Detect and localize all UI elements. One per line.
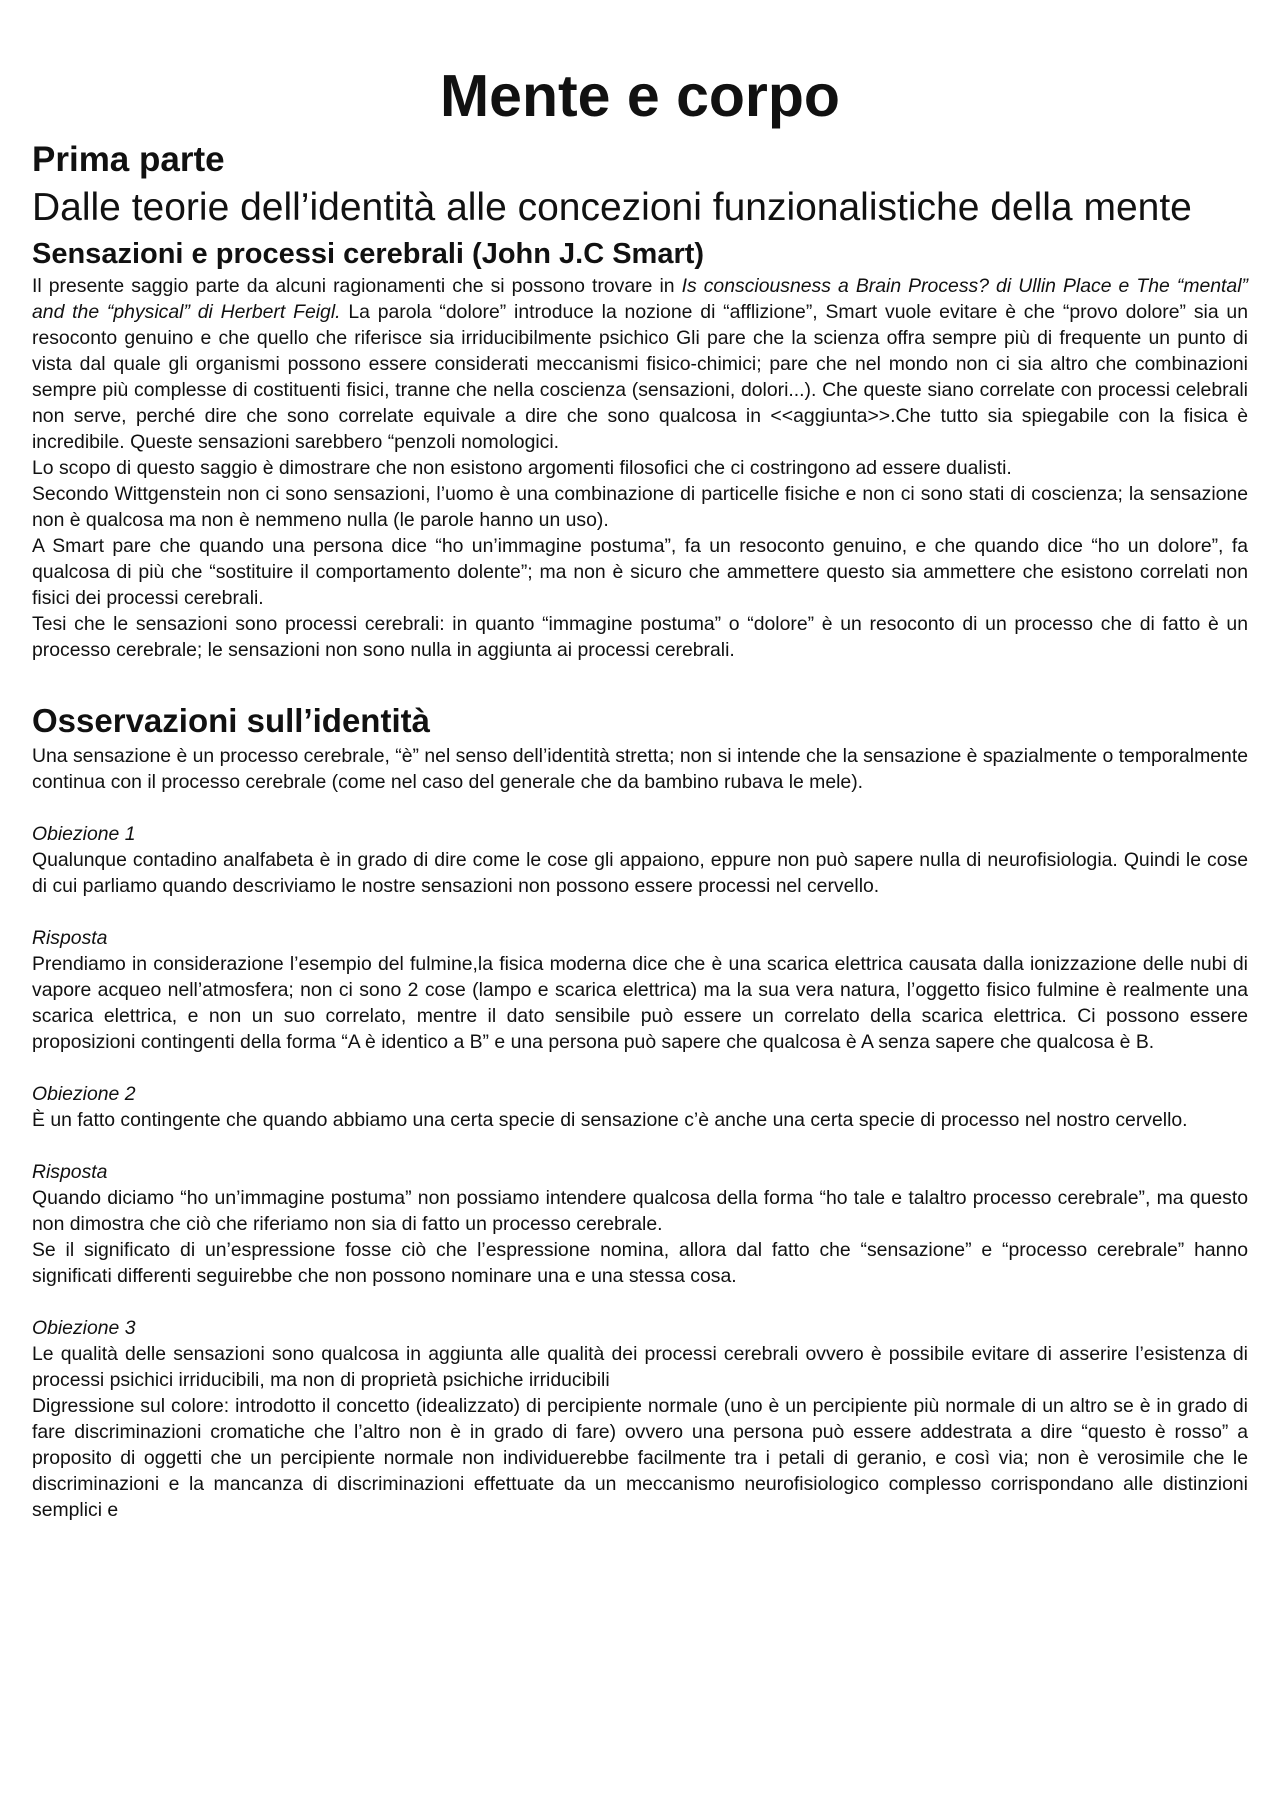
response-2-text-1: Quando diciamo “ho un’immagine postuma” non possiamo intendere qualcosa della forma “ho tale e talaltro processo cerebrale”, ma questo non dimostra che ciò che riferiamo non sia di fatto un processo cerebrale. (32, 1186, 1248, 1235)
section-heading-identity: Osservazioni sull’identità (32, 702, 430, 740)
paragraph-intro (32, 273, 1248, 455)
paragraph-scope: Lo scopo di questo saggio è dimostrare che non esistono argomenti filosofici che ci costringono ad essere dualisti. (32, 457, 1012, 480)
objection-3-text-2: Digressione sul colore: introdotto il concetto (idealizzato) di percipiente normale (uno è un percipiente più normale di un altro se è in grado di fare discriminazioni cromatiche che l’altro non è in grado di fare) ovvero una persona può essere addestrata a dire “questo è rosso” a proposito di oggetti che un percipiente normale non individuerebbe facilmente tra i petali di geranio, e così via; non è verosimile che le discriminazioni e la mancanza di discriminazioni effettuate da un meccanismo neurofisiologico complesso corrispondano alle distinzioni semplici e (32, 1394, 1248, 1521)
objection-3-label: Obiezione 3 (32, 1316, 136, 1339)
objection-2-text: È un fatto contingente che quando abbiamo una certa specie di sensazione c’è anche una certa specie di processo nel nostro cervello. (32, 1108, 1188, 1131)
objection-1-text: Qualunque contadino analfabeta è in grado di dire come le cose gli appaiono, eppure non può sapere nulla di neurofisiologia. Quindi le cose di cui parliamo quando descriviamo le nostre sensazioni non possono essere processi nel cervello. (32, 848, 1248, 897)
paragraph-identity-intro: Una sensazione è un processo cerebrale, “è” nel senso dell’identità stretta; non si intende che la sensazione è spazialmente o temporalmente continua con il processo cerebrale (come nel caso del generale che da bambino rubava le mele). (32, 744, 1248, 793)
response-2-label: Risposta (32, 1160, 108, 1183)
paragraph-intro-body: La parola “dolore” introduce la nozione di “afflizione”, Smart vuole evitare è che “provo dolore” sia un resoconto genuino e che quello che riferisce sia irriducibilmente psichico Gli pare che la scienza offra sempre più di frequente un punto di vista dal quale gli organismi possono essere considerati meccanismi fisico-chimici; pare che nel mondo non ci sia altro che combinazioni sempre più complesse di costituenti fisici, tranne che nella coscienza (sensazioni, dolori...). Che queste siano correlate con processi celebrali non serve, perché dire che sono correlate equivale a dire che sono qualcosa in <<aggiunta>>.Che tutto sia spiegabile con la fisica è incredibile. Queste sensazioni sarebbero “penzoli nomologici. (32, 301, 1248, 454)
objection-3-text-1: Le qualità delle sensazioni sono qualcosa in aggiunta alle qualità dei processi cerebrali ovvero è possibile evitare di asserire l’esistenza di processi psichici irriducibili, ma non di proprietà psichiche irriducibili (32, 1342, 1248, 1391)
paragraph-smart-view: A Smart pare che quando una persona dice “ho un’immagine postuma”, fa un resoconto genuino, e che quando dice “ho un dolore”, fa qualcosa di più che “sostituire il comportamento dolente”; ma non è sicuro che ammettere questo sia ammettere che esistono correlati non fisici dei processi cerebrali. (32, 535, 1248, 610)
paragraph-thesis: Tesi che le sensazioni sono processi cerebrali: in quanto “immagine postuma” o “dolore” è un resoconto di un processo che di fatto è un processo cerebrale; le sensazioni non sono nulla in aggiunta ai processi cerebrali. (32, 613, 1248, 662)
paragraph-intro-citation: Is consciousness a Brain Process? di Ullin Place e The “mental” and the “physical” di Herbert Feigl. (32, 275, 1248, 324)
part-heading: Prima parte (32, 139, 225, 179)
objection-1-label: Obiezione 1 (32, 822, 136, 845)
response-1-text: Prendiamo in considerazione l’esempio del fulmine,la fisica moderna dice che è una scarica elettrica causata dalla ionizzazione delle nubi di vapore acqueo nell’atmosfera; non ci sono 2 cose (lampo e scarica elettrica) ma la sua vera natura, l’oggetto fisico fulmine è realmente una scarica elettrica, e non un suo correlato, mentre il dato sensibile può essere un correlato della scarica elettrica. Ci possono essere proposizioni contingenti della forma “A è identico a B” e una persona può sapere che qualcosa è A senza sapere che qualcosa è B. (32, 952, 1248, 1053)
section-heading-smart: Sensazioni e processi cerebrali (John J.C Smart) (32, 237, 705, 270)
objection-2-label: Obiezione 2 (32, 1082, 136, 1105)
response-2-text-2: Se il significato di un’espressione fosse ciò che l’espressione nomina, allora dal fatto che “sensazione” e “processo cerebrale” hanno significati differenti seguirebbe che non possono nominare una e una stessa cosa. (32, 1238, 1248, 1287)
response-1-label: Risposta (32, 926, 108, 949)
part-subtitle: Dalle teorie dell’identità alle concezioni funzionalistiche della mente (32, 186, 1192, 230)
paragraph-intro-lead: Il presente saggio parte da alcuni ragionamenti che si possono trovare in (32, 275, 682, 298)
document-title: Mente e corpo (440, 63, 840, 129)
paragraph-wittgenstein: Secondo Wittgenstein non ci sono sensazioni, l’uomo è una combinazione di particelle fisiche e non ci sono stati di coscienza; la sensazione non è qualcosa ma non è nemmeno nulla (le parole hanno un uso). (32, 483, 1248, 532)
